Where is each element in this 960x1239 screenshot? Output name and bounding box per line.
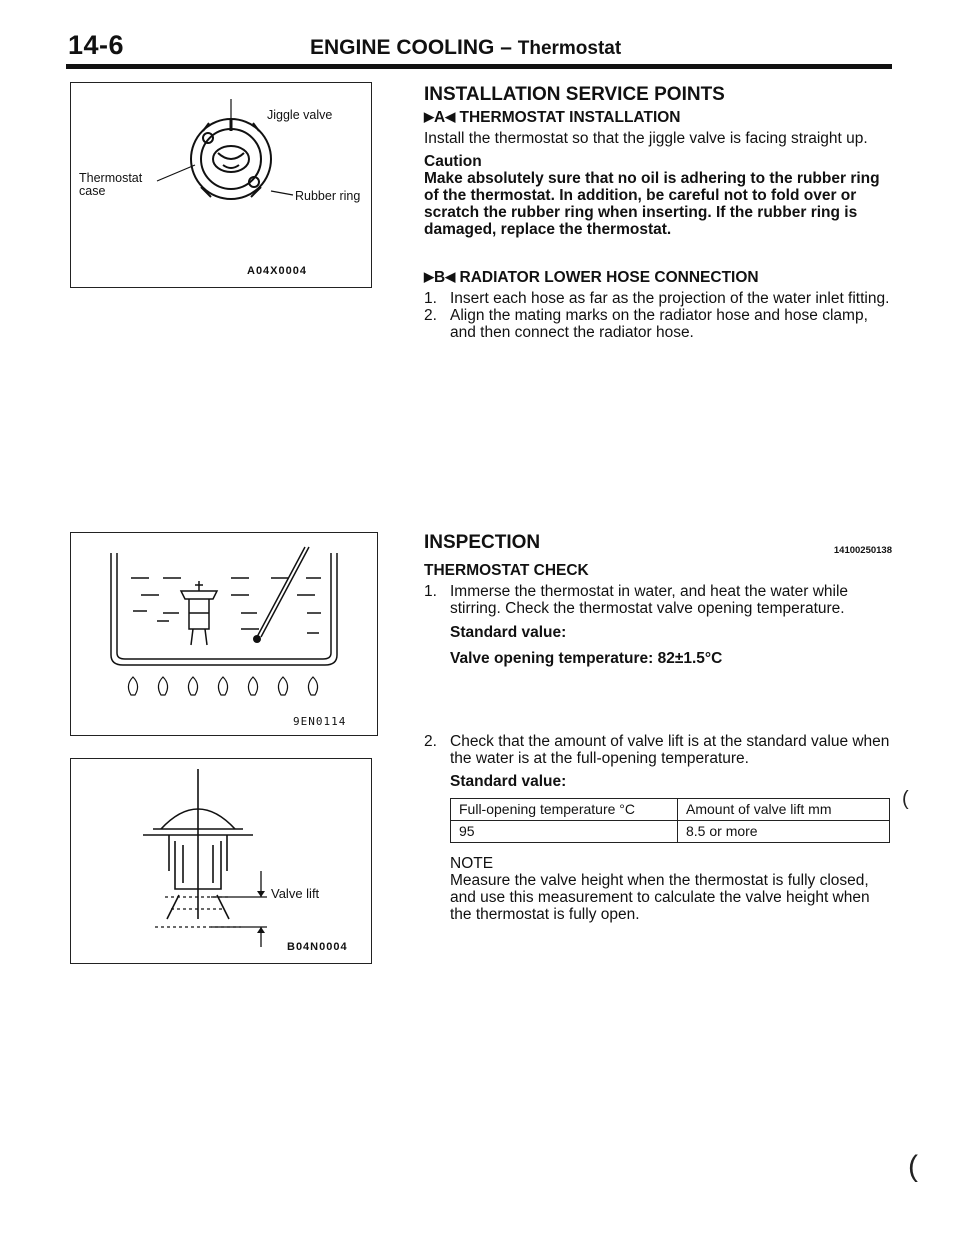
figure-code: A04X0004: [247, 265, 307, 277]
radiator-hose-title: RADIATOR LOWER HOSE CONNECTION: [459, 269, 759, 286]
step-text: Immerse the thermostat in water, and heat the water while stirring. Check the thermostat valve opening temperature.: [450, 583, 849, 617]
thermostat-label: Thermostat: [79, 171, 143, 185]
valve-lift-table: [450, 798, 890, 843]
standard-value: Valve opening temperature: 82±1.5°C: [450, 650, 723, 667]
figure-code: B04N0004: [287, 941, 348, 953]
list-item: [424, 307, 892, 341]
standard-value-label: Standard value:: [450, 773, 567, 790]
table-cell: 95: [451, 821, 678, 843]
figure-valve-lift: [70, 758, 372, 964]
table-header-cell: Amount of valve lift mm: [678, 799, 890, 821]
left-pointer-icon: ◀: [445, 269, 456, 284]
figure-code: 9EN0114: [293, 715, 347, 728]
section-subtitle: Thermostat: [517, 38, 622, 59]
jiggle-valve-label: Jiggle valve: [267, 108, 333, 122]
rubber-ring-label: Rubber ring: [295, 189, 361, 203]
figure-thermostat-case: [70, 82, 372, 288]
left-pointer-icon: ◀: [445, 109, 456, 124]
standard-value-label: Standard value:: [450, 624, 567, 641]
title-separator: –: [500, 36, 512, 59]
installation-section: [424, 86, 892, 341]
step-number: 2.: [424, 307, 437, 324]
inspection-section: [424, 534, 892, 923]
caution-title: Caution: [424, 153, 482, 170]
right-pointer-icon: ▶: [424, 109, 434, 124]
marker-a: A: [434, 109, 446, 126]
list-item: [424, 583, 892, 667]
note-title: NOTE: [450, 855, 494, 872]
caution-text: Make absolutely sure that no oil is adhering to the rubber ring of the thermostat. In addition, be careful not to fold over or scratch the rubber ring when inserting. If the rubber ring is damaged, replace the thermostat.: [424, 170, 880, 238]
note-text: Measure the valve height when the thermostat is fully closed, and use this measurement to calculate the valve height when the thermostat is fully open.: [450, 872, 870, 923]
installation-body: Install the thermostat so that the jiggle valve is facing straight up.: [424, 130, 868, 147]
thermostat-check-heading: THERMOSTAT CHECK: [424, 562, 589, 579]
margin-mark: (: [902, 788, 909, 810]
inspection-code: 14100250138: [833, 545, 892, 556]
section-title: ENGINE COOLING: [310, 36, 495, 59]
step-number: 1.: [424, 290, 437, 307]
inspection-heading: INSPECTION: [424, 532, 541, 553]
right-pointer-icon: ▶: [424, 269, 434, 284]
thermostat-installation-title: THERMOSTAT INSTALLATION: [459, 109, 681, 126]
list-item: [424, 290, 892, 307]
margin-mark: (: [908, 1150, 918, 1183]
valve-lift-illustration: [71, 759, 371, 963]
subsection-b-title: [424, 268, 892, 286]
subsection-a-title: [424, 108, 892, 126]
step-text: Align the mating marks on the radiator hose and hose clamp, and then connect the radiator hose.: [450, 307, 868, 341]
table-header-cell: Full-opening temperature °C: [451, 799, 678, 821]
header-rule: [66, 64, 892, 69]
case-label: case: [79, 184, 106, 198]
valve-lift-label: Valve lift: [271, 886, 320, 901]
step-number: 2.: [424, 733, 437, 750]
figure-thermostat-in-water: [70, 532, 378, 736]
step-text: Insert each hose as far as the projection of the water inlet fitting.: [450, 290, 890, 307]
step-text: Check that the amount of valve lift is at the standard value when the water is at the full-opening temperature.: [450, 733, 890, 767]
list-item: [424, 733, 892, 923]
table-cell: 8.5 or more: [678, 821, 890, 843]
page-number: 14-6: [68, 30, 125, 60]
marker-b: B: [434, 269, 446, 286]
table-row: [451, 821, 890, 843]
water-bath-illustration: [71, 533, 377, 735]
installation-heading: INSTALLATION SERVICE POINTS: [424, 84, 725, 105]
step-number: 1.: [424, 583, 437, 600]
page-title: [310, 36, 621, 60]
table-header-row: [451, 799, 890, 821]
